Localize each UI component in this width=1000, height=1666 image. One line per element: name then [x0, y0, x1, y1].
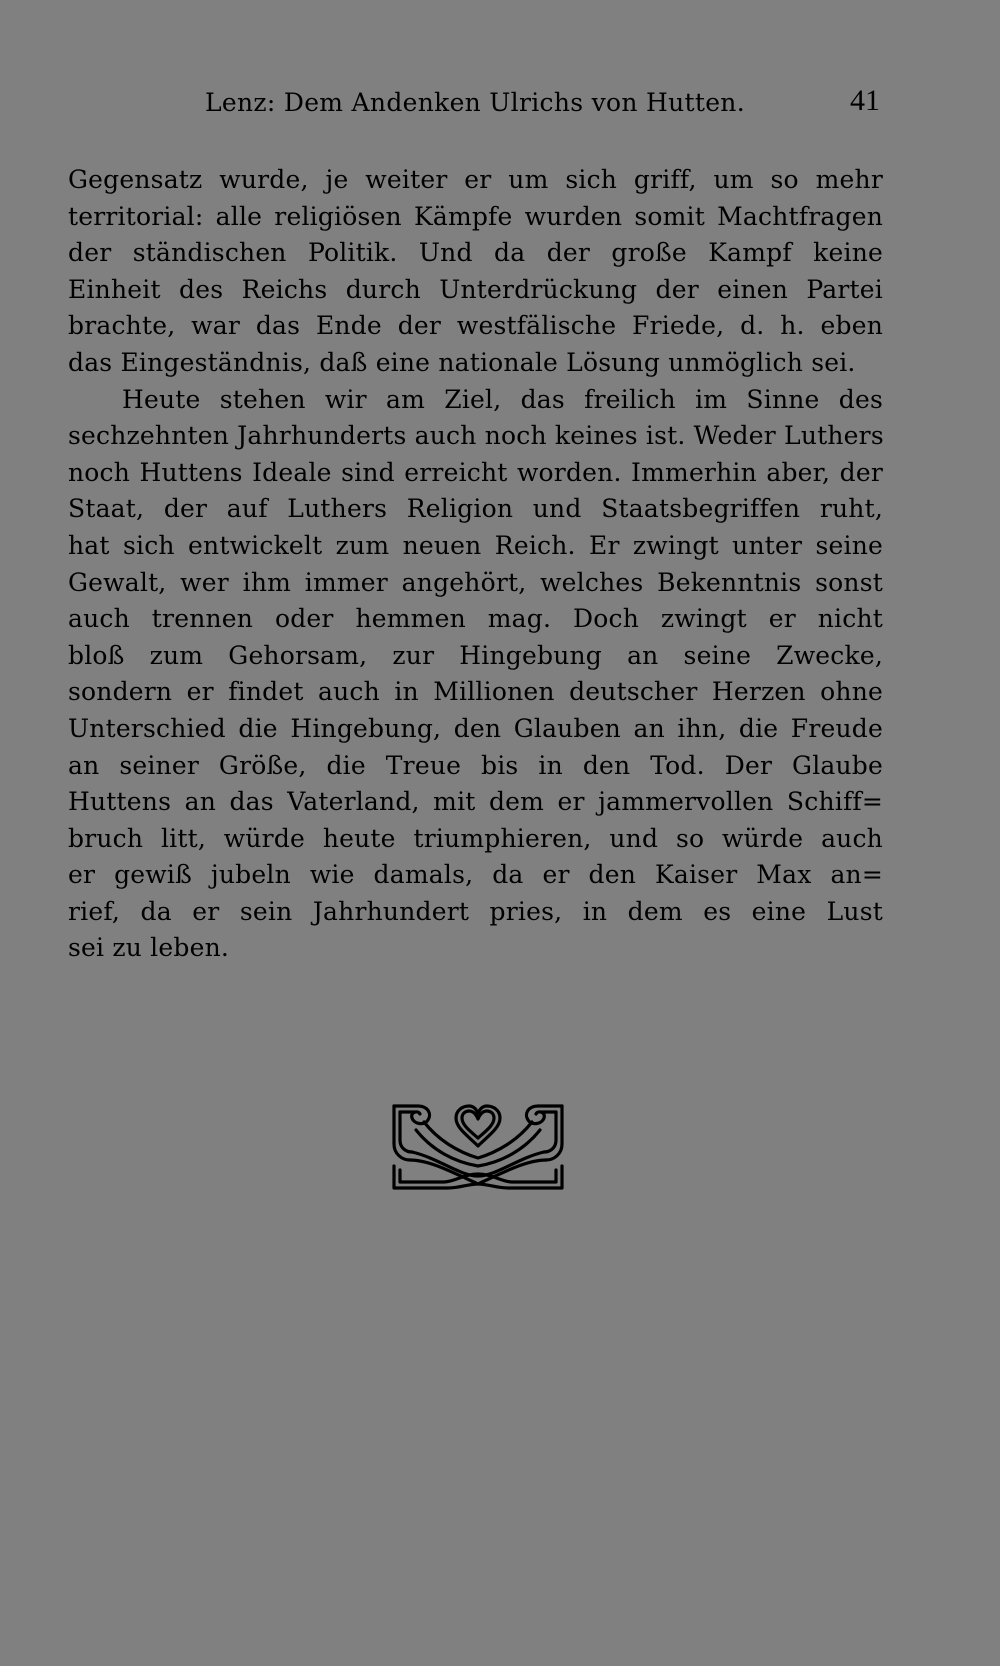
text-line: Einheit des Reichs durch Unterdrückung der einen Partei [68, 274, 883, 304]
text-line: sondern er findet auch in Millionen deutscher Herzen ohne [68, 677, 883, 707]
text-line: sei zu leben. [68, 933, 230, 963]
body-text [68, 162, 883, 967]
text-line: auch trennen oder hemmen mag. Doch zwingt er nicht [68, 604, 883, 634]
text-line: Unterschied die Hingebung, den Glauben an ihn, die Freude [68, 713, 883, 743]
text-line: bloß zum Gehorsam, zur Hingebung an seine Zwecke, [68, 640, 883, 670]
text-line: territorial: alle religiösen Kämpfe wurden somit Machtfragen [68, 201, 883, 231]
text-line: sechzehnten Jahrhunderts auch noch keines ist. Weder Luthers [68, 421, 884, 451]
heart-knot-ornament-icon [388, 1100, 568, 1192]
text-line: bruch litt, würde heute triumphieren, und so würde auch [68, 823, 883, 853]
text-line: der ständischen Politik. Und da der große Kampf keine [68, 238, 883, 268]
text-line: Huttens an das Vaterland, mit dem er jammervollen Schiff= [68, 787, 883, 817]
text-line: er gewiß jubeln wie damals, da er den Kaiser Max an= [68, 860, 883, 890]
text-line: an seiner Größe, die Treue bis in den Tod. Der Glaube [68, 750, 883, 780]
running-title: Lenz: Dem Andenken Ulrichs von Hutten. [205, 88, 745, 117]
page-number: 41 [850, 84, 880, 117]
text-line: rief, da er sein Jahrhundert pries, in dem es eine Lust [68, 896, 883, 926]
running-head [70, 84, 880, 128]
text-line: brachte, war das Ende der westfälische Friede, d. h. eben [68, 311, 883, 341]
text-line: das Eingeständnis, daß eine nationale Lösung unmöglich sei. [68, 347, 856, 377]
text-line: Gewalt, wer ihm immer angehört, welches Bekenntnis sonst [68, 567, 883, 597]
text-line: Gegensatz wurde, je weiter er um sich griff, um so mehr [68, 165, 883, 194]
text-line: noch Huttens Ideale sind erreicht worden. Immerhin aber, der [68, 457, 883, 487]
text-line: Staat, der auf Luthers Religion und Staatsbegriffen ruht, [68, 494, 883, 524]
text-line: Heute stehen wir am Ziel, das freilich im Sinne des [122, 384, 883, 414]
text-line: hat sich entwickelt zum neuen Reich. Er zwingt unter seine [68, 530, 883, 560]
